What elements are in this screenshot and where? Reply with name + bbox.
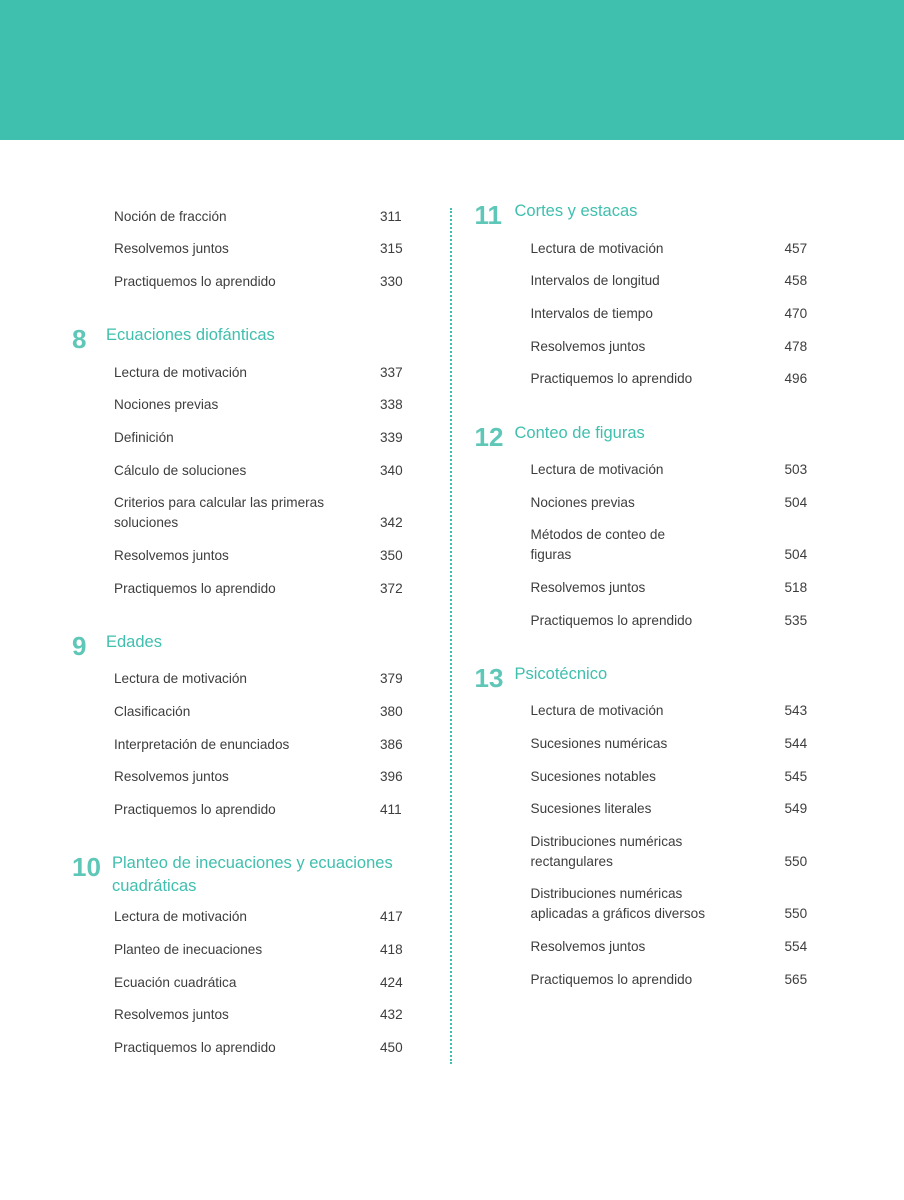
toc-entry-page: 565 — [784, 971, 808, 987]
chapter-title: Ecuaciones diofánticas — [106, 326, 275, 345]
toc-entry-page: 470 — [784, 305, 808, 321]
toc-entry-page: 380 — [380, 703, 403, 719]
toc-entry-label: Practiquemos lo aprendido — [114, 1040, 276, 1056]
toc-entry-label: Practiquemos lo aprendido — [530, 371, 693, 387]
toc-entry-label: Practiquemos lo aprendido — [114, 273, 276, 289]
toc-entry-page: 372 — [380, 580, 403, 596]
toc-entry-label: Lectura de motivación — [530, 240, 664, 256]
toc-entry-page: 535 — [784, 612, 808, 628]
toc-entry-label: Cálculo de soluciones — [114, 462, 247, 478]
toc-entry[interactable] — [72, 422, 430, 455]
chapter-number: 8 — [72, 324, 87, 355]
toc-entry-page: 504 — [784, 547, 808, 563]
toc-entry-label: Resolvemos juntos — [530, 938, 646, 954]
toc-entry[interactable] — [475, 363, 833, 396]
toc-entry-label: Lectura de motivación — [114, 671, 247, 687]
toc-entry-page: 550 — [784, 853, 808, 869]
toc-entry-page: 458 — [784, 273, 808, 289]
toc-entry[interactable] — [72, 933, 430, 966]
toc-entry-label: Distribuciones numéricas rectangulares — [530, 834, 683, 869]
chapter-heading-12[interactable] — [475, 422, 833, 450]
toc-entry[interactable] — [475, 963, 833, 996]
toc-entry-label: Intervalos de tiempo — [530, 305, 653, 321]
toc-entry-page: 350 — [380, 547, 403, 563]
toc-entry-label: Resolvemos juntos — [114, 241, 229, 257]
toc-entry[interactable] — [72, 356, 430, 389]
toc-entry[interactable] — [475, 265, 833, 298]
chapter-heading-13[interactable] — [475, 663, 833, 691]
toc-entry[interactable] — [475, 727, 833, 760]
toc-entry[interactable] — [72, 454, 430, 487]
toc-entry[interactable] — [72, 761, 430, 794]
toc-entry-label: Noción de fracción — [114, 208, 227, 224]
toc-entry[interactable] — [475, 571, 833, 604]
toc-entry-label: Resolvemos juntos — [530, 579, 646, 595]
toc-entry-label: Resolvemos juntos — [114, 547, 229, 563]
toc-entry[interactable] — [72, 265, 430, 298]
chapter-title: Conteo de figuras — [514, 423, 645, 442]
chapter-number: 13 — [474, 662, 504, 693]
toc-entry-label: Lectura de motivación — [114, 364, 247, 380]
toc-entry[interactable] — [72, 1032, 430, 1065]
toc-entry[interactable] — [475, 330, 833, 363]
toc-entry[interactable] — [72, 966, 430, 999]
column-divider — [450, 208, 453, 1064]
toc-entry-page: 478 — [784, 338, 808, 354]
toc-entry-page: 554 — [784, 938, 808, 954]
toc-entry-page: 340 — [380, 462, 403, 478]
toc-entry[interactable] — [72, 539, 430, 572]
chapter-number: 9 — [72, 630, 87, 661]
chapter-title: Cortes y estacas — [514, 202, 638, 220]
toc-entry-page: 457 — [784, 240, 808, 256]
toc-entry-page: 504 — [784, 494, 808, 510]
toc-column-right — [475, 200, 833, 996]
toc-entry[interactable] — [475, 930, 833, 963]
toc-entry-page: 418 — [380, 941, 403, 957]
toc-entry-page: 549 — [784, 801, 808, 817]
toc-entry[interactable] — [475, 826, 833, 878]
toc-entry-label: Sucesiones numéricas — [530, 735, 668, 751]
toc-entry-page: 330 — [380, 273, 403, 289]
toc-entry[interactable] — [475, 519, 833, 571]
toc-page — [0, 140, 904, 1200]
toc-entry-page: 342 — [380, 515, 403, 531]
toc-entry-label: Lectura de motivación — [530, 462, 664, 478]
toc-entry[interactable] — [72, 233, 430, 266]
toc-entry-page: 550 — [784, 906, 808, 922]
chapter-number: 11 — [474, 200, 502, 230]
toc-columns — [72, 200, 832, 1064]
toc-entry-page: 411 — [380, 802, 402, 818]
chapter-number: 10 — [72, 852, 101, 883]
toc-entry-label: Distribuciones numéricas aplicadas a gráficos diversos — [530, 886, 706, 922]
toc-entry-label: Clasificación — [114, 703, 191, 719]
toc-entry-page: 396 — [380, 769, 403, 785]
toc-entry-page: 503 — [784, 462, 808, 478]
toc-entry-page: 311 — [380, 208, 402, 224]
toc-entry-label: Resolvemos juntos — [530, 338, 646, 354]
toc-entry-page: 496 — [784, 371, 808, 387]
chapter-title: Planteo de inecuaciones y ecuaciones cuadráticas — [112, 854, 393, 895]
toc-entry[interactable] — [72, 200, 430, 233]
toc-entry-page: 545 — [784, 768, 808, 784]
toc-entry-page: 544 — [784, 735, 808, 751]
toc-entry-label: Ecuación cuadrática — [114, 974, 237, 990]
toc-entry-page: 386 — [380, 736, 403, 752]
toc-entry[interactable] — [475, 878, 833, 930]
toc-entry-label: Sucesiones literales — [530, 801, 652, 817]
toc-entry-label: Practiquemos lo aprendido — [530, 971, 693, 987]
toc-entry[interactable] — [72, 572, 430, 605]
toc-entry[interactable] — [475, 454, 833, 487]
toc-entry-label: Lectura de motivación — [530, 703, 664, 719]
chapter-heading-8[interactable] — [72, 324, 430, 355]
toc-entry[interactable] — [475, 695, 833, 728]
toc-entry-label: Practiquemos lo aprendido — [530, 612, 693, 628]
toc-entry-page: 417 — [380, 909, 403, 925]
toc-entry[interactable] — [475, 604, 833, 637]
toc-entry[interactable] — [72, 487, 430, 539]
chapter-heading-10[interactable] — [72, 852, 430, 897]
toc-entry-page: 432 — [380, 1007, 403, 1023]
toc-entry-label: Planteo de inecuaciones — [114, 941, 263, 957]
toc-entry[interactable] — [475, 232, 833, 265]
toc-entry[interactable] — [475, 297, 833, 330]
toc-entry-page: 315 — [380, 241, 403, 257]
toc-entry-label: Practiquemos lo aprendido — [114, 802, 276, 818]
toc-entry[interactable] — [475, 760, 833, 793]
toc-entry-label: Nociones previas — [114, 397, 219, 413]
toc-entry-page: 337 — [380, 364, 403, 380]
toc-entry-label: Lectura de motivación — [114, 909, 247, 925]
toc-entry-page: 379 — [380, 671, 403, 687]
toc-entry-page: 338 — [380, 397, 403, 413]
toc-entry[interactable] — [72, 794, 430, 827]
toc-entry-label: Nociones previas — [530, 494, 635, 510]
toc-entry-label: Interpretación de enunciados — [114, 736, 290, 752]
toc-entry-page: 518 — [784, 579, 808, 595]
chapter-heading-11[interactable] — [475, 200, 833, 228]
toc-entry-page: 543 — [784, 703, 808, 719]
toc-entry-label: Intervalos de longitud — [530, 273, 660, 289]
chapter-heading-9[interactable] — [72, 631, 430, 659]
toc-entry[interactable] — [72, 695, 430, 728]
toc-entry-label: Definición — [114, 430, 174, 446]
toc-entry-label: Criterios para calcular las primeras soluciones — [114, 495, 325, 531]
toc-entry-label: Sucesiones notables — [530, 768, 656, 784]
toc-entry[interactable] — [72, 389, 430, 422]
toc-entry-label: Métodos de conteo de figuras — [530, 527, 666, 563]
toc-entry[interactable] — [72, 728, 430, 761]
toc-entry-page: 450 — [380, 1040, 403, 1056]
toc-entry-page: 424 — [380, 974, 403, 990]
toc-entry[interactable] — [72, 901, 430, 934]
toc-entry[interactable] — [475, 793, 833, 826]
toc-column-left — [72, 200, 440, 1064]
toc-entry[interactable] — [72, 663, 430, 696]
chapter-title: Edades — [106, 632, 162, 651]
toc-entry[interactable] — [72, 999, 430, 1032]
header-color-band — [0, 0, 904, 140]
chapter-title: Psicotécnico — [514, 664, 608, 683]
toc-entry-page: 339 — [380, 430, 403, 446]
toc-entry-label: Resolvemos juntos — [114, 769, 229, 785]
toc-entry[interactable] — [475, 486, 833, 519]
chapter-number: 12 — [474, 421, 504, 452]
toc-entry-label: Practiquemos lo aprendido — [114, 580, 276, 596]
toc-entry-label: Resolvemos juntos — [114, 1007, 229, 1023]
